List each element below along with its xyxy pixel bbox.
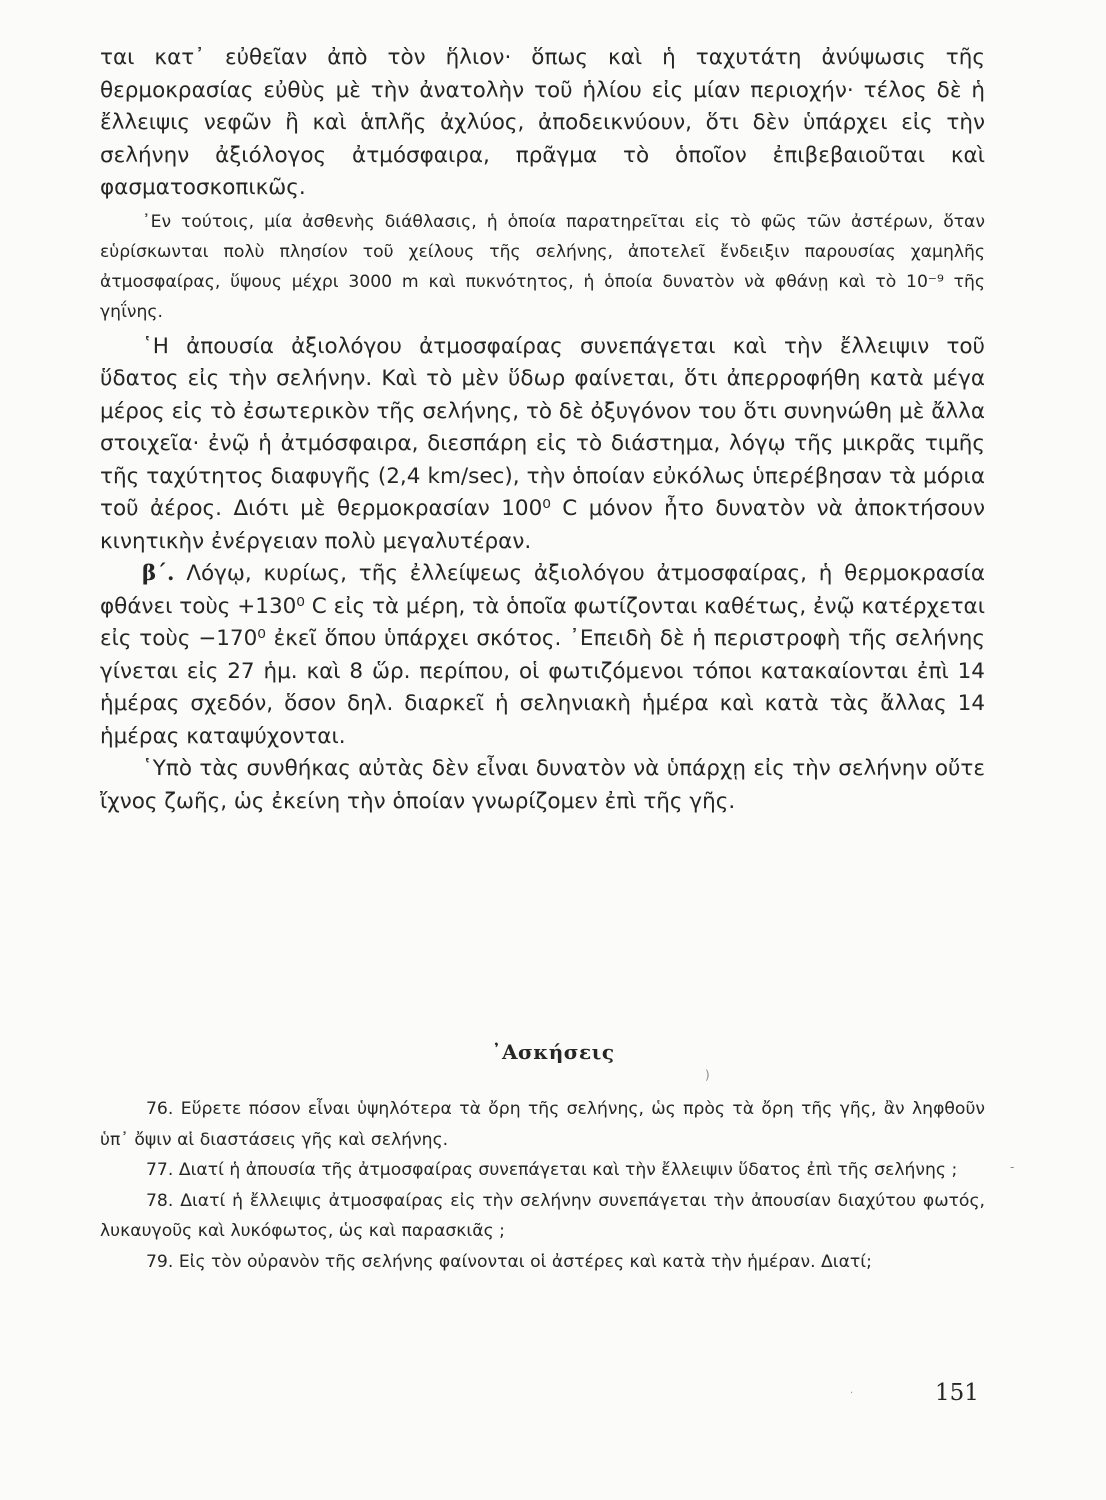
exercise-text: Εὕρετε πόσον εἶναι ὑψηλότερα τὰ ὄρη τῆς σελήνης, ὡς πρὸς τὰ ὄρη τῆς γῆς, ἂν ληφθοῦν ὑπ᾽ ὄψιν αἱ διαστάσεις γῆς καὶ σελήνης.: [100, 1099, 985, 1150]
exercise-text: Διατί ἡ ἀπουσία τῆς ἀτμοσφαίρας συνεπάγεται καὶ τὴν ἔλλειψιν ὕδατος ἐπὶ τῆς σελήνης ;: [178, 1160, 958, 1180]
exercise-text: Εἰς τὸν οὐρανὸν τῆς σελήνης φαίνονται οἱ ἀστέρες καὶ κατὰ τὴν ἡμέραν. Διατί;: [178, 1251, 872, 1272]
paragraph-no-life: ῾Υπὸ τὰς συνθήκας αὐτὰς δὲν εἶναι δυνατὸν νὰ ὑπάρχῃ εἰς τὴν σελήνην οὔτε ἴχνος ζωῆς, ὡς ἐκείνη τὴν ὁποίαν γνωρίζομεν ἐπὶ τῆς γῆς.: [100, 756, 985, 814]
scan-mark: ): [705, 1068, 710, 1082]
scan-dot: ·: [850, 1388, 854, 1399]
paragraph-temperature: [100, 558, 985, 753]
scan-mark: ‑: [1010, 1160, 1015, 1174]
exercises-list: [100, 1094, 985, 1277]
main-text-body: [100, 42, 985, 818]
exercise-text: Διατί ἡ ἔλλειψις ἀτμοσφαίρας εἰς τὴν σελήνην συνεπάγεται τὴν ἀπουσίαν διαχύτου φωτός, λυκαυγοῦς καὶ λυκόφωτος, ὡς καὶ παρασκιᾶς ;: [100, 1190, 986, 1241]
exercise-number: 78.: [146, 1190, 174, 1211]
exercise-77: [100, 1155, 985, 1186]
exercise-number: 79.: [146, 1251, 174, 1272]
section-label-beta: β΄.: [142, 561, 175, 586]
exercise-78: [100, 1186, 985, 1247]
exercise-79: [100, 1247, 985, 1278]
paragraph-water-absence: ῾Η ἀπουσία ἀξιολόγου ἀτμοσφαίρας συνεπάγεται καὶ τὴν ἔλλειψιν τοῦ ὕδατος εἰς τὴν σελήνην. Καὶ τὸ μὲν ὕδωρ φαίνεται, ὅτι ἀπερροφήθη κατὰ μέγα μέρος εἰς τὸ ἐσωτερικὸν τῆς σελήνης, τὸ δὲ ὀξυγόνον του ὅτι συνηνώθη μὲ ἄλλα στοιχεῖα· ἐνῷ ἡ ἀτμόσφαιρα, διεσπάρη εἰς τὸ διάστημα, λόγῳ τῆς μικρᾶς τιμῆς τῆς ταχύτητος διαφυγῆς (2,4 km/sec), τὴν ὁποίαν εὐκόλως ὑπερέβησαν τὰ μόρια τοῦ ἀέρος. Διότι μὲ θερμοκρασίαν 100⁰ C μόνον ἦτο δυνατὸν νὰ ἀποκτήσουν κινητικὴν ἐνέργειαν πολὺ μεγαλυτέραν.: [100, 333, 985, 554]
exercises-heading: ᾽Ασκήσεις: [491, 1040, 615, 1064]
paragraph-continuation: ται κατ᾽ εὐθεῖαν ἀπὸ τὸν ἥλιον· ὅπως καὶ ἡ ταχυτάτη ἀνύψωσις τῆς θερμοκρασίας εὐθὺς μὲ τὴν ἀνατολὴν τοῦ ἡλίου εἰς μίαν περιοχήν· τέλος δὲ ἡ ἔλλειψις νεφῶν ἢ καὶ ἁπλῆς ἀχλύος, ἀποδεικνύουν, ὅτι δὲν ὑπάρχει εἰς τὴν σελήνην ἀξιόλογος ἀτμόσφαιρα, πρᾶγμα τὸ ὁποῖον ἐπιβεβαιοῦται καὶ φασματοσκοπικῶς.: [100, 45, 985, 200]
exercise-76: [100, 1094, 985, 1155]
paragraph-small-note: ᾽Εν τούτοις, μία ἀσθενὴς διάθλασις, ἡ ὁποία παρατηρεῖται εἰς τὸ φῶς τῶν ἀστέρων, ὅταν εὑρίσκωνται πολὺ πλησίον τοῦ χείλους τῆς σελήνης, ἀποτελεῖ ἔνδειξιν παρουσίας χαμηλῆς ἀτμοσφαίρας, ὕψους μέχρι 3000 m καὶ πυκνότητος, ἡ ὁποία δυνατὸν νὰ φθάνῃ καὶ τὸ 10⁻⁹ τῆς γηΐνης.: [100, 211, 985, 322]
paragraph-temperature-text: Λόγῳ, κυρίως, τῆς ἐλλείψεως ἀξιολόγου ἀτμοσφαίρας, ἡ θερμοκρασία φθάνει τοὺς +130⁰ C εἰς τὰ μέρη, τὰ ὁποῖα φωτίζονται καθέτως, ἐνῷ κατέρχεται εἰς τοὺς −170⁰ ἐκεῖ ὅπου ὑπάρχει σκότος. ᾽Επειδὴ δὲ ἡ περιστροφὴ τῆς σελήνης γίνεται εἰς 27 ἡμ. καὶ 8 ὥρ. περίπου, οἱ φωτιζόμενοι τόποι κατακαίονται ἐπὶ 14 ἡμέρας σχεδόν, ὅσον δηλ. διαρκεῖ ἡ σεληνιακὴ ἡμέρα καὶ κατὰ τὰς ἄλλας 14 ἡμέρας καταψύχονται.: [100, 561, 985, 749]
exercise-number: 76.: [146, 1099, 174, 1119]
exercise-number: 77.: [146, 1160, 174, 1180]
page-number: 151: [935, 1380, 979, 1406]
